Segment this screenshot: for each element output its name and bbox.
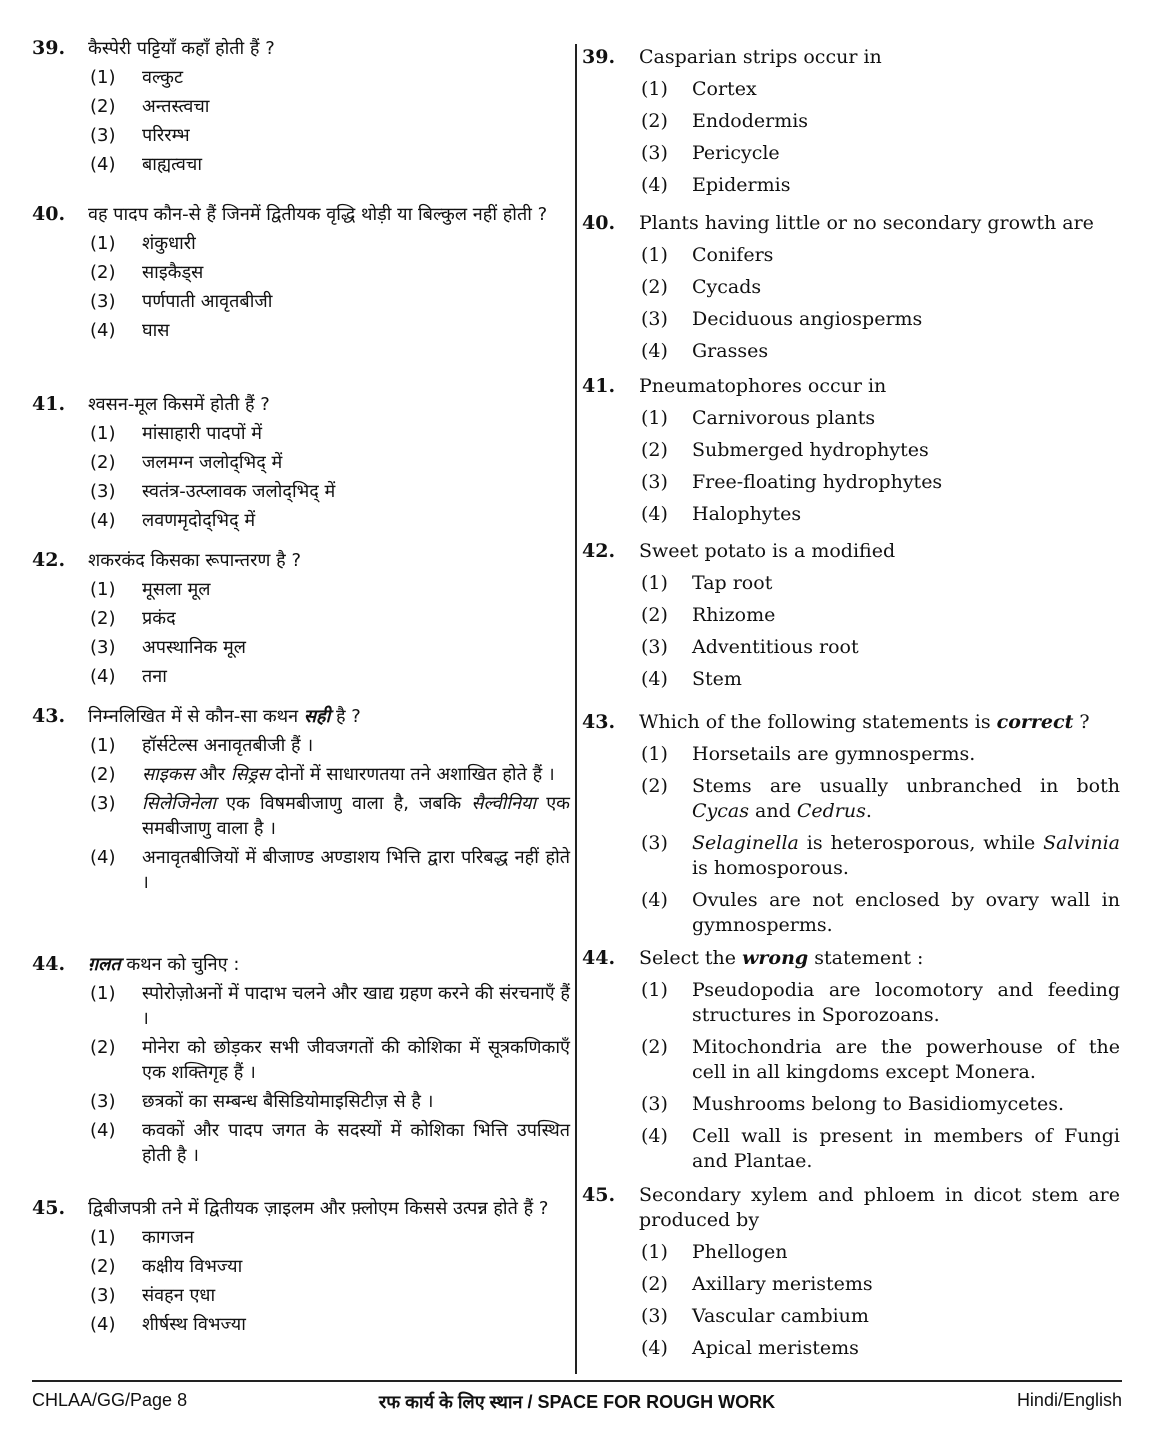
- text-segment: Adventitious root: [692, 636, 859, 658]
- question-text: [88, 704, 570, 729]
- text-segment: तना: [142, 666, 167, 687]
- emphasis-text: सही: [303, 706, 331, 727]
- text-segment: is homosporous.: [692, 857, 849, 879]
- emphasis-text: correct: [996, 711, 1074, 733]
- option-4: [88, 1312, 570, 1337]
- option-number: (3): [90, 793, 116, 814]
- option-number: (2): [90, 764, 116, 785]
- question-number: 39.: [32, 37, 66, 59]
- question-44: [582, 946, 1120, 1174]
- option-4: [88, 845, 570, 895]
- option-3: [88, 791, 570, 841]
- text-segment: Apical meristems: [692, 1337, 859, 1359]
- option-3: [639, 141, 1120, 166]
- question-text: [639, 710, 1120, 735]
- option-2: [639, 774, 1120, 824]
- text-segment: Axillary meristems: [692, 1273, 873, 1295]
- question-44: [32, 952, 570, 1168]
- option-3: [639, 307, 1120, 332]
- option-number: (4): [641, 889, 668, 911]
- text-segment: कागजन: [142, 1227, 194, 1248]
- option-number: (4): [641, 1337, 668, 1359]
- text-segment: Mushrooms belong to Basidiomycetes.: [692, 1093, 1065, 1115]
- option-4: [639, 173, 1120, 198]
- option-4: [639, 1336, 1120, 1361]
- text-segment: Casparian strips occur in: [639, 46, 882, 68]
- question-number: 43.: [32, 705, 66, 727]
- question-text: [88, 392, 570, 417]
- italic-text: सैल्वीनिया: [471, 793, 537, 814]
- question-number: 44.: [582, 947, 616, 969]
- option-number: (2): [641, 1036, 668, 1058]
- text-segment: वल्कुट: [142, 67, 184, 88]
- option-3: [639, 635, 1120, 660]
- option-1: [639, 243, 1120, 268]
- italic-text: सिड्रस: [230, 764, 270, 785]
- question-number: 41.: [582, 375, 616, 397]
- question-43: [32, 704, 570, 895]
- question-text: [88, 36, 570, 61]
- text-segment: Secondary xylem and phloem in dicot stem are produced by: [639, 1184, 1120, 1231]
- question-number: 40.: [582, 212, 616, 234]
- text-segment: Cortex: [692, 78, 757, 100]
- question-text: [639, 946, 1120, 971]
- text-segment: वह पादप कौन-से हैं जिनमें द्वितीयक वृद्धि थोड़ी या बिल्कुल नहीं होती ?: [88, 204, 548, 225]
- text-segment: Tap root: [692, 572, 773, 594]
- question-41: [32, 392, 570, 533]
- option-number: (3): [641, 471, 668, 493]
- text-segment: शीर्षस्थ विभज्या: [142, 1314, 246, 1335]
- option-number: (3): [90, 125, 116, 146]
- text-segment: एक विषमबीजाणु वाला है, जबकि: [215, 793, 472, 814]
- option-number: (4): [90, 154, 116, 175]
- option-number: (2): [90, 96, 116, 117]
- emphasis-text: ग़लत: [88, 954, 121, 975]
- text-segment: Pneumatophores occur in: [639, 375, 887, 397]
- option-1: [639, 1240, 1120, 1265]
- question-number: 42.: [582, 540, 616, 562]
- question-42: [32, 548, 570, 689]
- option-number: (3): [641, 308, 668, 330]
- option-2: [639, 438, 1120, 463]
- text-segment: Cycads: [692, 276, 762, 298]
- option-number: (1): [641, 979, 668, 1001]
- option-number: (2): [641, 604, 668, 626]
- italic-text: सिलेजिनेला: [142, 793, 216, 814]
- text-segment: Endodermis: [692, 110, 809, 132]
- option-number: (1): [641, 244, 668, 266]
- option-3: [88, 479, 570, 504]
- text-segment: परिरम्भ: [142, 125, 190, 146]
- italic-text: Selaginella: [692, 832, 799, 854]
- text-segment: Pseudopodia are locomotory and feeding structures in Sporozoans.: [692, 979, 1120, 1026]
- text-segment: Conifers: [692, 244, 774, 266]
- question-number: 42.: [32, 549, 66, 571]
- text-segment: मांसाहारी पादपों में: [142, 423, 263, 444]
- text-segment: Sweet potato is a modified: [639, 540, 896, 562]
- text-segment: मोनेरा को छोड़कर सभी जीवजगतों की कोशिका में सूत्रकणिकाएँ एक शक्तिगृह हैं ।: [142, 1037, 570, 1083]
- text-segment: कक्षीय विभज्या: [142, 1256, 243, 1277]
- option-3: [88, 1283, 570, 1308]
- option-2: [639, 109, 1120, 134]
- option-2: [639, 1272, 1120, 1297]
- question-text: [639, 211, 1120, 236]
- text-segment: statement :: [808, 947, 924, 969]
- text-segment: और: [193, 764, 231, 785]
- option-number: (1): [90, 67, 116, 88]
- question-number: 40.: [32, 203, 66, 225]
- text-segment: कैस्पेरी पट्टियाँ कहाँ होती हैं ?: [88, 38, 275, 59]
- option-number: (4): [90, 847, 116, 868]
- text-segment: Ovules are not enclosed by ovary wall in gymnosperms.: [692, 889, 1120, 936]
- option-3: [88, 123, 570, 148]
- option-1: [639, 406, 1120, 431]
- option-number: (1): [641, 1241, 668, 1263]
- option-3: [88, 635, 570, 660]
- option-2: [88, 260, 570, 285]
- option-3: [639, 1092, 1120, 1117]
- text-segment: is heterosporous, while: [798, 832, 1044, 854]
- text-segment: अपस्थानिक मूल: [142, 637, 246, 658]
- question-text: [88, 548, 570, 573]
- text-segment: Grasses: [692, 340, 769, 362]
- option-3: [639, 831, 1120, 881]
- option-number: (1): [90, 983, 116, 1004]
- option-number: (4): [90, 1120, 116, 1141]
- option-2: [88, 450, 570, 475]
- question-42: [582, 539, 1120, 692]
- text-segment: संवहन एधा: [142, 1285, 216, 1306]
- text-segment: पर्णपाती आवृतबीजी: [142, 291, 273, 312]
- question-43: [582, 710, 1120, 938]
- option-number: (1): [90, 735, 116, 756]
- text-segment: Plants having little or no secondary growth are: [639, 212, 1094, 234]
- option-number: (2): [641, 439, 668, 461]
- option-number: (2): [641, 775, 668, 797]
- option-number: (1): [90, 233, 116, 254]
- option-number: (3): [90, 291, 116, 312]
- text-segment: and: [749, 800, 797, 822]
- option-1: [88, 733, 570, 758]
- question-45: [32, 1196, 570, 1337]
- option-3: [88, 1089, 570, 1114]
- option-4: [88, 1118, 570, 1168]
- option-1: [639, 978, 1120, 1028]
- question-text: [88, 202, 570, 227]
- text-segment: Horsetails are gymnosperms.: [692, 743, 976, 765]
- option-3: [639, 470, 1120, 495]
- text-segment: Pericycle: [692, 142, 780, 164]
- question-number: 45.: [32, 1197, 66, 1219]
- question-number: 45.: [582, 1184, 616, 1206]
- question-number: 39.: [582, 46, 616, 68]
- text-segment: श्वसन-मूल किसमें होती हैं ?: [88, 394, 270, 415]
- text-segment: Submerged hydrophytes: [692, 439, 929, 461]
- option-number: (3): [641, 1093, 668, 1115]
- italic-text: Cedrus: [796, 800, 866, 822]
- question-text: [88, 952, 570, 977]
- text-segment: है ?: [330, 706, 361, 727]
- text-segment: स्वतंत्र-उत्प्लावक जलोद्‌भिद्‌ में: [142, 481, 336, 502]
- option-number: (2): [90, 1256, 116, 1277]
- option-number: (2): [90, 262, 116, 283]
- text-segment: Vascular cambium: [692, 1305, 869, 1327]
- option-3: [639, 1304, 1120, 1329]
- text-segment: Halophytes: [692, 503, 802, 525]
- question-number: 43.: [582, 711, 616, 733]
- text-segment: Deciduous angiosperms: [692, 308, 923, 330]
- option-number: (4): [90, 1314, 116, 1335]
- text-segment: Epidermis: [692, 174, 791, 196]
- text-segment: द्विबीजपत्री तने में द्वितीयक ज़ाइलम और फ़्लोएम किससे उत्पन्न होते हैं ?: [88, 1198, 549, 1219]
- option-number: (3): [90, 481, 116, 502]
- option-4: [88, 664, 570, 689]
- text-segment: प्रकंद: [142, 608, 176, 629]
- option-1: [639, 571, 1120, 596]
- option-2: [88, 762, 570, 787]
- option-4: [639, 339, 1120, 364]
- option-number: (2): [90, 608, 116, 629]
- text-segment: Mitochondria are the powerhouse of the cell in all kingdoms except Monera.: [692, 1036, 1120, 1083]
- option-number: (1): [90, 1227, 116, 1248]
- text-segment: ?: [1073, 711, 1090, 733]
- question-40: [582, 211, 1120, 364]
- rough-work-label: रफ कार्य के लिए स्थान / SPACE FOR ROUGH WORK: [378, 1392, 776, 1412]
- question-number: 41.: [32, 393, 66, 415]
- question-text: [639, 374, 1120, 399]
- option-number: (3): [641, 832, 668, 854]
- page-code: CHLAA/GG/Page 8: [32, 1390, 188, 1410]
- option-number: (2): [641, 276, 668, 298]
- option-1: [88, 1225, 570, 1250]
- text-segment: अनावृतबीजियों में बीजाण्ड अण्डाशय भित्ति द्वारा परिबद्ध नहीं होते ।: [142, 847, 570, 893]
- option-4: [88, 152, 570, 177]
- text-segment: Select the: [639, 947, 743, 969]
- option-1: [88, 231, 570, 256]
- text-segment: Phellogen: [692, 1241, 788, 1263]
- text-segment: कवकों और पादप जगत के सदस्यों में कोशिका भित्ति उपस्थित होती है ।: [142, 1120, 570, 1166]
- option-1: [88, 577, 570, 602]
- option-2: [639, 1035, 1120, 1085]
- question-41: [582, 374, 1120, 527]
- option-number: (1): [641, 78, 668, 100]
- option-number: (1): [90, 579, 116, 600]
- option-1: [88, 981, 570, 1031]
- option-4: [639, 502, 1120, 527]
- option-1: [88, 65, 570, 90]
- italic-text: Cycas: [692, 800, 749, 822]
- footer-divider: [32, 1380, 1122, 1382]
- text-segment: जलमग्न जलोद्‌भिद्‌ में: [142, 452, 283, 473]
- option-number: (1): [641, 743, 668, 765]
- text-segment: साइकैड्स: [142, 262, 204, 283]
- text-segment: लवणमृदोद्‌भिद्‌ में: [142, 510, 256, 531]
- text-segment: Stems are usually unbranched in both: [692, 775, 1120, 797]
- option-4: [88, 318, 570, 343]
- option-3: [88, 289, 570, 314]
- option-1: [639, 742, 1120, 767]
- text-segment: छत्रकों का सम्बन्ध बैसिडियोमाइसिटीज़ से है ।: [142, 1091, 434, 1112]
- text-segment: शंकुधारी: [142, 233, 196, 254]
- question-39: [582, 45, 1120, 198]
- option-number: (4): [90, 510, 116, 531]
- text-segment: कथन को चुनिए :: [120, 954, 240, 975]
- option-2: [88, 1035, 570, 1085]
- italic-text: साइकस: [142, 764, 194, 785]
- option-number: (1): [641, 407, 668, 429]
- option-number: (1): [641, 572, 668, 594]
- text-segment: .: [865, 800, 872, 822]
- text-segment: मूसला मूल: [142, 579, 211, 600]
- text-segment: Free-floating hydrophytes: [692, 471, 943, 493]
- option-4: [639, 888, 1120, 938]
- option-number: (4): [90, 666, 116, 687]
- option-number: (2): [90, 452, 116, 473]
- option-1: [639, 77, 1120, 102]
- text-segment: एक समबीजाणु वाला है ।: [142, 793, 571, 839]
- question-text: [639, 1183, 1120, 1233]
- column-divider: [575, 44, 577, 1374]
- question-text: [639, 45, 1120, 70]
- option-2: [639, 275, 1120, 300]
- option-number: (3): [90, 1285, 116, 1306]
- text-segment: दोनों में साधारणतया तने अशाखित होते हैं ।: [269, 764, 555, 785]
- text-segment: अन्तस्त्वचा: [142, 96, 210, 117]
- option-2: [639, 603, 1120, 628]
- option-number: (3): [90, 637, 116, 658]
- question-39: [32, 36, 570, 177]
- option-number: (4): [90, 320, 116, 341]
- text-segment: घास: [142, 320, 170, 341]
- question-text: [639, 539, 1120, 564]
- page-footer: [32, 1388, 1122, 1414]
- option-2: [88, 1254, 570, 1279]
- option-2: [88, 94, 570, 119]
- option-number: (4): [641, 174, 668, 196]
- option-2: [88, 606, 570, 631]
- option-number: (3): [641, 142, 668, 164]
- option-number: (3): [641, 636, 668, 658]
- option-1: [88, 421, 570, 446]
- text-segment: हॉर्सटेल्स अनावृतबीजी हैं ।: [142, 735, 314, 756]
- text-segment: शकरकंद किसका रूपान्तरण है ?: [88, 550, 301, 571]
- language-label: Hindi/English: [1016, 1390, 1122, 1410]
- text-segment: Rhizome: [692, 604, 776, 626]
- text-segment: निम्नलिखित में से कौन-सा कथन: [88, 706, 304, 727]
- option-4: [639, 1124, 1120, 1174]
- option-number: (2): [641, 1273, 668, 1295]
- text-segment: स्पोरोज़ोअनों में पादाभ चलने और खाद्य ग्रहण करने की संरचनाएँ हैं ।: [142, 983, 570, 1029]
- emphasis-text: wrong: [742, 947, 809, 969]
- text-segment: Carnivorous plants: [692, 407, 876, 429]
- option-number: (4): [641, 340, 668, 362]
- text-segment: Cell wall is present in members of Fungi and Plantae.: [692, 1125, 1120, 1172]
- option-number: (4): [641, 1125, 668, 1147]
- question-number: 44.: [32, 953, 66, 975]
- option-number: (3): [90, 1091, 116, 1112]
- option-number: (2): [641, 110, 668, 132]
- option-4: [88, 508, 570, 533]
- option-number: (3): [641, 1305, 668, 1327]
- text-segment: Which of the following statements is: [639, 711, 997, 733]
- option-number: (4): [641, 503, 668, 525]
- question-45: [582, 1183, 1120, 1361]
- question-text: [88, 1196, 570, 1221]
- text-segment: Stem: [692, 668, 742, 690]
- option-4: [639, 667, 1120, 692]
- option-number: (1): [90, 423, 116, 444]
- option-number: (4): [641, 668, 668, 690]
- option-number: (2): [90, 1037, 116, 1058]
- question-40: [32, 202, 570, 343]
- text-segment: बाह्यत्वचा: [142, 154, 202, 175]
- italic-text: Salvinia: [1043, 832, 1120, 854]
